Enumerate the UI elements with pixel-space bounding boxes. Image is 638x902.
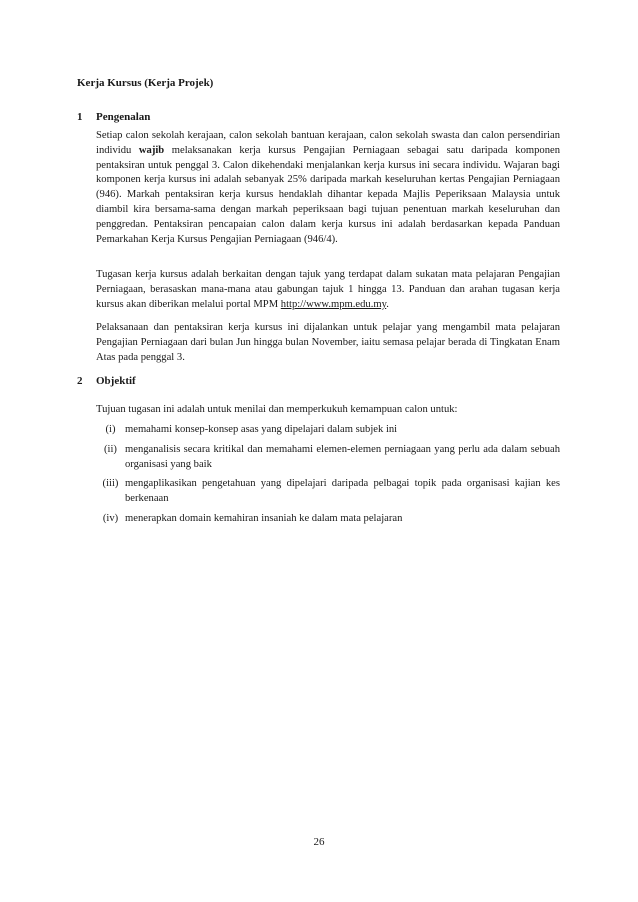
mpm-portal-link[interactable]: http://www.mpm.edu.my	[280, 298, 387, 310]
intro-p2-end: .	[386, 298, 389, 310]
intro-p1-bold: wajib	[138, 144, 165, 156]
list-text: mengaplikasikan pengetahuan yang dipelajari daripada pelbagai topik pada organisasi kajian kes berkenaan	[125, 478, 560, 505]
list-marker: (i)	[105, 424, 116, 435]
list-text: menganalisis secara kritikal dan memahami elemen-elemen perniagaan yang perlu ada dalam sebuah organisasi yang baik	[125, 443, 560, 470]
list-marker: (iv)	[102, 512, 119, 524]
objective-list	[96, 423, 560, 532]
intro-paragraph-2	[96, 268, 560, 312]
document-title: Kerja Kursus (Kerja Projek)	[77, 77, 214, 89]
list-text: menerapkan domain kemahiran insaniah ke dalam mata pelajaran	[125, 512, 403, 524]
list-text: memahami konsep-konsep asas yang dipelajari dalam subjek ini	[125, 424, 398, 435]
list-marker: (ii)	[104, 443, 117, 455]
list-item	[96, 512, 560, 527]
list-item	[96, 477, 560, 507]
section-title: Pengenalan	[96, 111, 151, 123]
section-heading-objektif	[77, 375, 136, 387]
intro-p2-text: Tugasan kerja kursus adalah berkaitan dengan tajuk yang terdapat dalam sukatan mata pelajaran Pengajian Perniagaan, berasaskan mana-mana atau gabungan tajuk 1 hingga 13. Panduan dan arahan tugasan kerja kursus akan diberikan melalui portal MPM	[96, 269, 560, 310]
intro-paragraph-3: Pelaksanaan dan pentaksiran kerja kursus ini dijalankan untuk pelajar yang mengambil mata pelajaran Pengajian Perniagaan dari bulan Jun hingga bulan November, iaitu semasa pelajar berada di Tingkatan Enam Atas pada penggal 3.	[96, 322, 560, 363]
intro-p1-text: Setiap calon sekolah kerajaan, calon sekolah bantuan kerajaan, calon sekolah swasta dan calon persendirian individu	[96, 130, 560, 156]
section-number: 1	[77, 111, 83, 123]
section-title: Objektif	[96, 375, 136, 387]
intro-p1-text-cont: melaksanakan kerja kursus Pengajian Perniagaan sebagai satu daripada komponen pentaksiran untuk penggal 3. Calon dikehendaki menjalankan kerja kursus ini secara individu. Wajaran bagi komponen kerja kursus ini adalah sebanyak 25% daripada markah keseluruhan kertas Pengajian Perniagaan (946). Markah pentaksiran kerja kursus hendaklah dihantar kepada Majlis Peperiksaan Malaysia untuk diambil kira bersama-sama dengan markah peperiksaan bagi tujuan penentuan markah keseluruhan dan penggredan. Pentaksiran pencapaian calon dalam kerja kursus ini adalah berdasarkan kepada Panduan Pemarkahan Kerja Kursus Pengajian Perniagaan (946/4).	[96, 144, 560, 245]
objective-lead: Tujuan tugasan ini adalah untuk menilai dan memperkukuh kemampuan calon untuk:	[96, 404, 458, 415]
section-number: 2	[77, 375, 83, 387]
list-item	[96, 443, 560, 473]
list-item	[96, 423, 560, 438]
list-marker: (iii)	[102, 478, 119, 490]
section-heading-pengenalan	[77, 111, 150, 123]
page-number: 26	[313, 836, 325, 848]
intro-paragraph-1	[96, 129, 560, 247]
